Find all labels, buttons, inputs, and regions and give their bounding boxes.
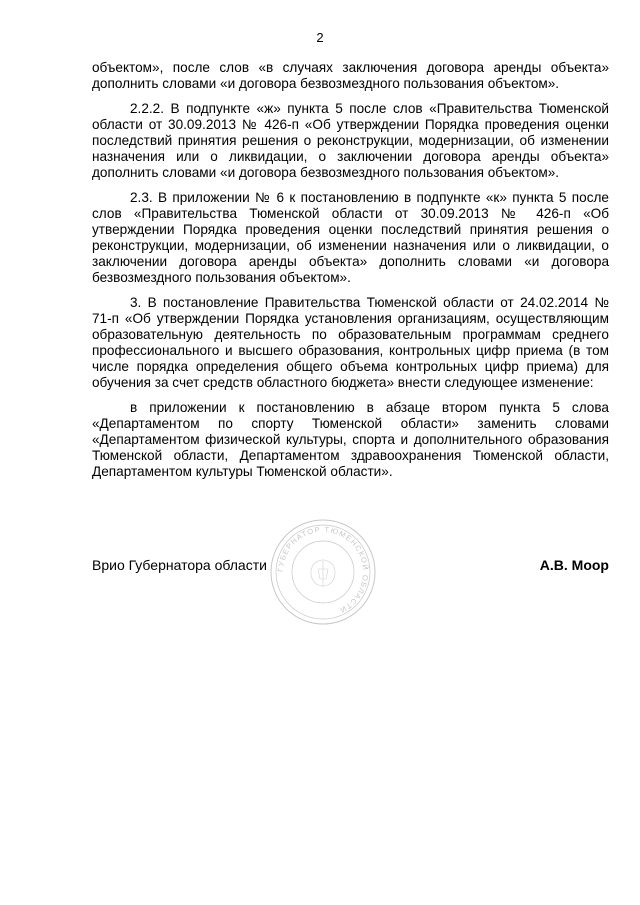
document-body: [92, 60, 609, 489]
paragraph-2-3: 2.3. В приложении № 6 к постановлению в подпункте «к» пункта 5 после слов «Правительства Тюменской области от 30.09.2013 № 426-п «Об утверждении Порядка проведения оценки последствий принятия решения о реконструкции, модернизации, об изменении назначения или о ликвидации, о заключении договора аренды объекта» дополнить словами «и договора безвозмездного пользования объектом».: [92, 190, 609, 285]
paragraph-3: 3. В постановление Правительства Тюменской области от 24.02.2014 № 71-п «Об утверждении Порядка установления организациям, осуществляющим образовательную деятельность по образовательным программам среднего профессионального и высшего образования, контрольных цифр приема (в том числе порядка определения общего объема контрольных цифр приема) для обучения за счет средств областного бюджета» внести следующее изменение:: [92, 295, 609, 390]
page-number: 2: [316, 30, 324, 45]
signatory-name: А.В. Моор: [539, 557, 609, 573]
paragraph-2-2-2: 2.2.2. В подпункте «ж» пункта 5 после слов «Правительства Тюменской области от 30.09.2013 № 426-п «Об утверждении Порядка проведения оценки последствий принятия решения о реконструкции, модернизации, об изменении назначения или о ликвидации, о заключении договора аренды объекта» дополнить словами «и договора безвозмездного пользования объектом».: [92, 101, 609, 180]
signatory-position: Врио Губернатора области: [92, 557, 267, 573]
paragraph-continuation: объектом», после слов «в случаях заключения договора аренды объекта» дополнить словами «и договора безвозмездного пользования объектом».: [92, 60, 609, 91]
paragraph-3-amendment: в приложении к постановлению в абзаце втором пункта 5 слова «Департаментом по спорту Тюменской области» заменить словами «Департаментом физической культуры, спорта и дополнительного образования Тюменской области, Департаментом здравоохранения Тюменской области, Департаментом культуры Тюменской области».: [92, 400, 609, 479]
seal-text: ГУБЕРНАТОР ТЮМЕНСКОЙ ОБЛАСТИ: [275, 524, 371, 616]
official-seal-icon: [268, 517, 378, 627]
